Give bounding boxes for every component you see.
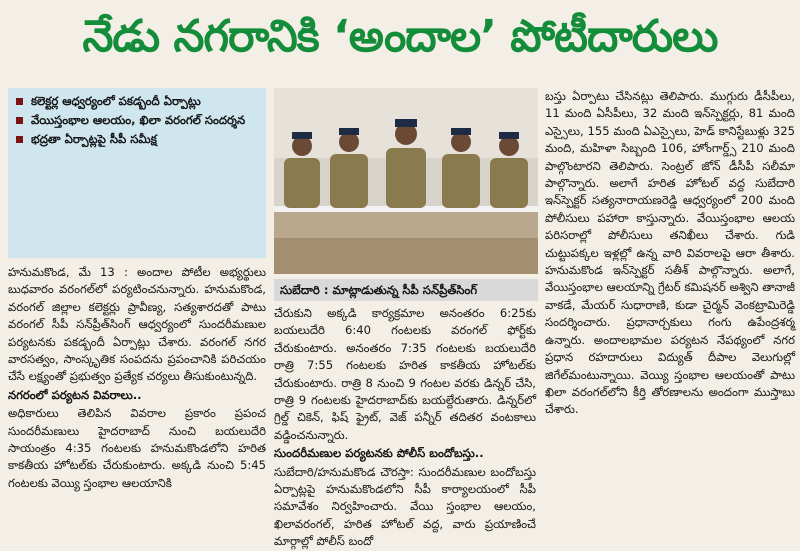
article-paragraph: సుబేదారి/హనుమకొండ చౌరస్తా: సుందరీమణుల బందోబస్తు ఏర్పాట్లపై హనుమకొండలోని సీపీ కార్యాలయంలో సీపీ సమావేశం నిర్వహించారు. వేయి స్తంభాల ఆలయం, ఖిలావరంగల్, హరిత హోటల్ వద్ద, వారు ప్రయాణించే మార్గాల్లో పోలీస్ బందో xyxy=(274,464,536,549)
section-subhead: సుందరీమణుల పర్యటనకు పోలీస్ బందోబస్తు.. xyxy=(274,446,484,461)
highlight-text: భద్రతా ఏర్పాట్లపై సీపీ సమీక్ష xyxy=(31,132,157,146)
column-2 xyxy=(274,305,536,551)
highlight-text: కలెక్టర్ల ఆధ్వర్యంలో పకడ్బందీ ఏర్పాట్లు xyxy=(31,94,201,108)
article-paragraph: అధికారులు తెలిపిన వివరాల ప్రకారం ప్రపంచ సుందరీమణులు హైదరాబాద్ నుంచి బయలుదేరి సాయంత్రం 4:35 గంటలకు హనుమకొండలోని హరిత కాకతీయ హోటల్‌కు చేరుకుంటారు. అక్కడి నుంచి 5:45 గంటలకు వెయ్యి స్తంభాల ఆలయానికి xyxy=(8,406,266,490)
highlight-item xyxy=(16,130,260,149)
highlight-item xyxy=(16,111,260,130)
column-3 xyxy=(545,88,795,419)
article-paragraph: హనుమకొండ, మే 13 : అందాల పోటీల అభ్యర్థులు బుధవారం వరంగల్‌లో పర్యటించనున్నారు. హనుమకొండ, వరంగల్ జిల్లాల కలెక్టర్లు ప్రావీణ్య, సత్యశారదతో పాటు వరంగల్ సీపీ సన్‌ప్రీత్‌సింగ్ ఆధ్వర్యంలో సుందరీమణుల పర్యటనకు పకడ్బందీ ఏర్పాట్లు చేశారు. వరంగల్ నగర వారసత్వం, సాంస్కృతిక సంపదను ప్రపంచానికి పరిచయం చేసే లక్ష్యంతో ప్రభుత్వం ప్రత్యేక చర్యలు తీసుకుంటున్నది. xyxy=(8,265,266,384)
highlight-item xyxy=(16,92,260,111)
photo-caption: సుబేదారి : మాట్లాడుతున్న సీపీ సన్‌ప్రీత్‌సింగ్ xyxy=(274,279,538,301)
square-bullet-icon xyxy=(16,98,23,105)
news-photo xyxy=(274,88,538,274)
article-paragraph: చేరుకుని అక్కడి కార్యక్రమాల అనంతరం 6:25కు బయలుదేరి 6:40 గంటలకు వరంగల్ ఫోర్ట్‌కు చేరుకుంటారు. అనంతరం 7:35 గంటలకు బయలుదేరి రాత్రి 7:55 గంటలకు హరిత కాకతీయ హోటల్‌కు చేరుకుంటారు. రాత్రి 8 నుంచి 9 గంటల వరకు డిన్నర్ చేసి, రాత్రి 9 గంటలకు హైదరాబాద్‌కు బయల్దేరుతారు. డిన్నర్‌లో గ్రిల్డ్ చికెన్, ఫిష్ ఫ్రైట్, వెజ్ పన్నీర్ తదితర వంటకాలు వడ్డించనున్నారు. xyxy=(274,306,536,442)
highlights-box xyxy=(8,88,266,258)
article-paragraph: బస్తు ఏర్పాటు చేసినట్లు తెలిపారు. ముగ్గురు డీసీపీలు, 11 మంది ఏసీపీలు, 32 మంది ఇన్‌స్పెక్టర్లు, 81 మంది ఎస్సైలు, 155 మంది ఏఎస్సైలు, హెడ్ కానిస్టేబుళ్లు 325 మంది, మహిళా సిబ్బంది 106, హోంగార్డ్స్ 210 మంది పాల్గొంటారని తెలిపారు. సెంట్రల్ జోన్ డీసీపీ సలీమా పాల్గొన్నారు. అలాగే హరిత హోటల్ వద్ద సుబేదారి ఇన్‌స్పెక్టర్ సత్యనారాయణరెడ్డి ఆధ్వర్యంలో 200 మంది పోలీసులు పహారా కాస్తున్నారు. వేయిస్తంభాల ఆలయ పరిసరాల్లో పోలీసులు తనిఖీలు చేశారు. గుడి చుట్టుపక్కల ఇళ్లల్లో ఉన్న వారి వివరాలపై ఆరా తీశారు. హనుమకొండ ఇన్‌స్పెక్టర్ సతీశ్ పాల్గొన్నారు. అలాగే, వేయిస్తంభాల ఆలయాన్ని గ్రేటర్ కమిషనర్ అశ్విని తానాజీ వాకడే, మేయర్ సుధారాణి, కుడా చైర్మన్ వెంకట్రామిరెడ్డి సందర్శించారు. ప్రధానార్చకులు గంగు ఉపేంద్రశర్మ ఉన్నారు. అందాలభామల పర్యటన నేపథ్యంలో నగర ప్రధాన రహదారులు విద్యుత్ దీపాల వెలుగుల్లో జిగేల్‌మంటున్నాయి. వెయ్యి స్తంభాల ఆలయంతో పాటు ఖిలా వరంగల్‌లోని కీర్తి తోరణాలను అందంగా ముస్తాబు చేశారు. xyxy=(545,89,795,417)
square-bullet-icon xyxy=(16,117,23,124)
highlight-text: వేయిస్తంభాల ఆలయం, ఖిలా వరంగల్ సందర్శన xyxy=(31,113,246,127)
square-bullet-icon xyxy=(16,136,23,143)
headline: నేడు నగరానికి ‘అందాల’ పోటీదారులు xyxy=(82,11,718,62)
column-1 xyxy=(8,88,266,492)
section-subhead: నగరంలో పర్యటన వివరాలు.. xyxy=(8,387,142,402)
